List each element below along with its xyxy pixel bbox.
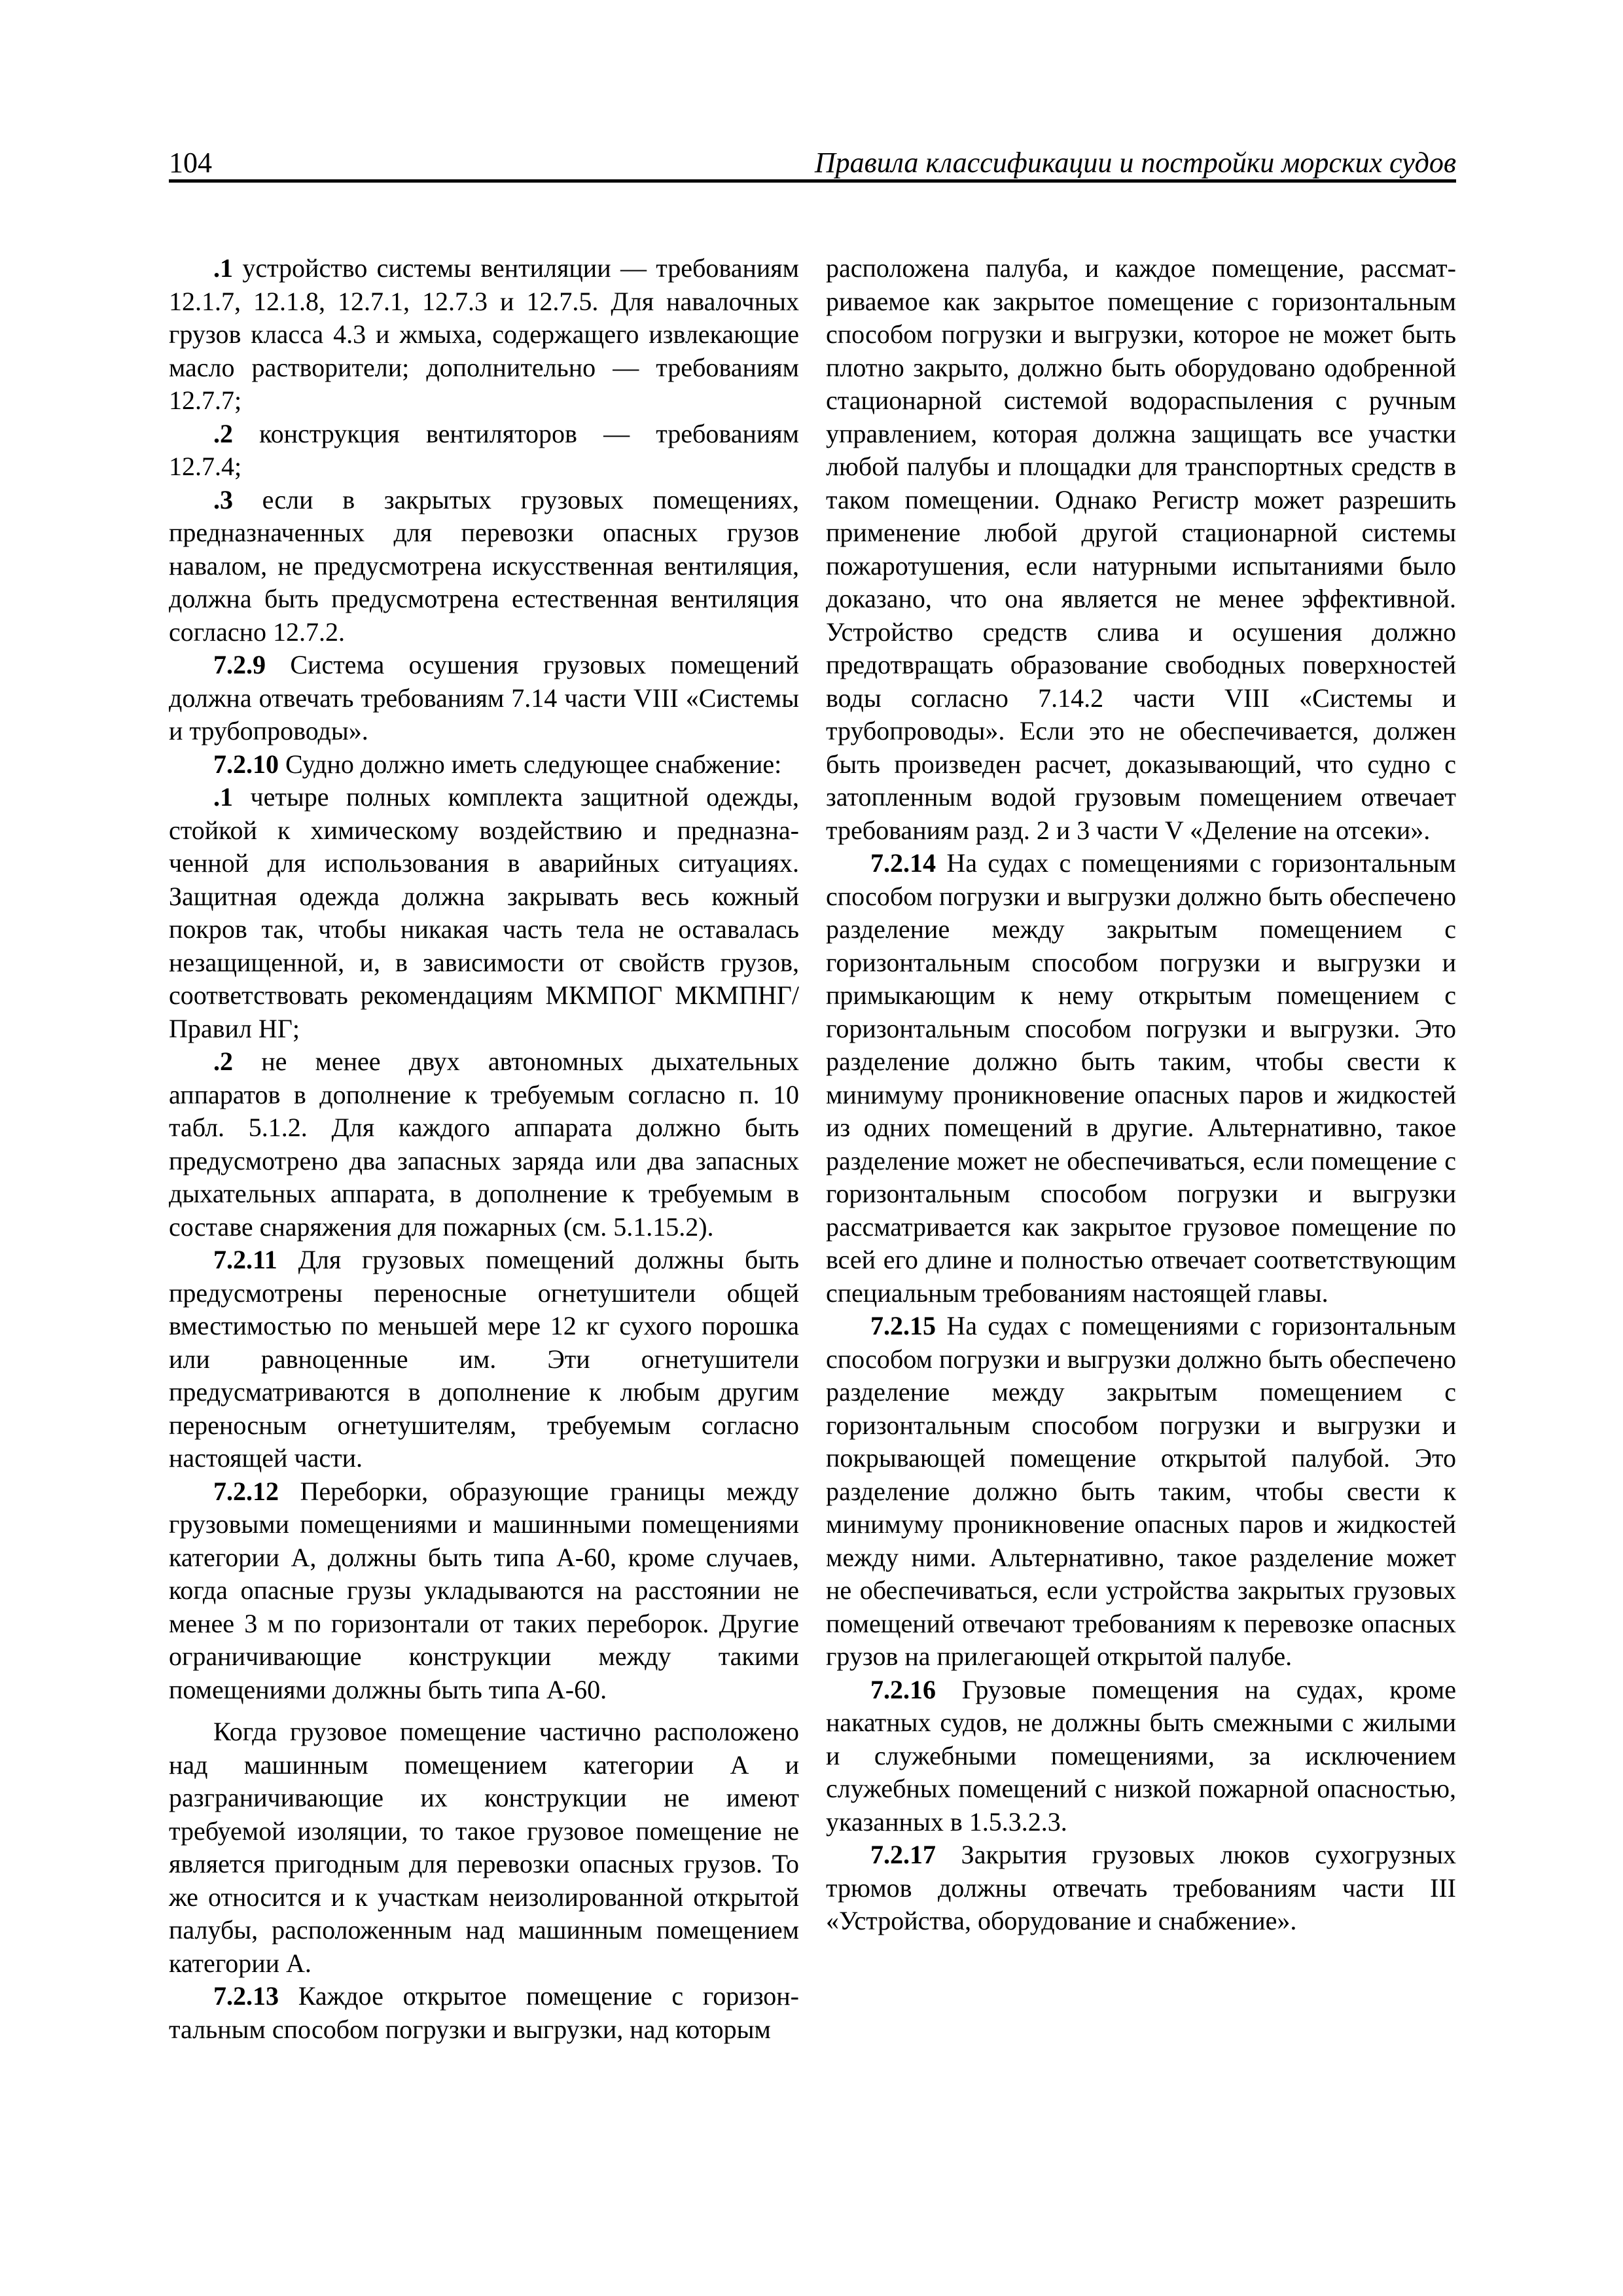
paragraph-text: На судах с помещениями с горизонтальным способом погрузки и выгрузки должно быть обеспечено разделение между закрытым помещением с горизонтальным способом погрузки и выгрузки и покрывающей помещение открытой палубой. Это разделение должно быть таким, чтобы свести к минимуму проникновение опасных паров и жидкостей между ними. Альтернативно, такое разделение может не обеспечиваться, если устройства закрытых грузовых помещений отвечают требованиям к перевозке опасных грузов на прилегающей открытой палубе.	[826, 1311, 1456, 1671]
page-number: 104	[169, 147, 212, 179]
paragraph-text: Когда грузовое помещение частично расположено над машинным помещением категории А и разграничивающие их конструкции не имеют требуемой изоляции, то такое грузовое помещение не является пригодным для перевозки опасных грузов. То же относится и к участкам неизолированной открытой палубы, расположенным над машинным помещением категории А.	[169, 1717, 799, 1978]
paragraph-text: Для грузовых помещений должны быть предусмотрены переносные огнетушители общей вместимостью по меньшей мере 12 кг сухого порошка или равноценные им. Эти огнетушители предусматриваются в дополнение к любым другим переносным огнетушителям, требуемым согласно настоящей части.	[169, 1245, 799, 1473]
paragraph	[169, 1980, 799, 2046]
paragraph-text: Система осушения грузовых помещений должна отвечать требованиям 7.14 части VIII «Системы и трубопроводы».	[169, 650, 799, 745]
paragraph-text: устройство системы вентиляции — требованиям 12.1.7, 12.1.8, 12.7.1, 12.7.3 и 12.7.5. Для навалочных грузов класса 4.3 и жмыха, содержащего извлекающие масло растворители; дополнительно — требованиям 12.7.7;	[169, 253, 799, 415]
paragraph-text: не менее двух автономных дыхательных аппаратов в дополнение к требуемым согласно п. 10 табл. 5.1.2. Для каждого аппарата должно быть предусмотрено два запасных заряда или два запасных дыхательных аппарата, в дополнение к требуемым в составе снаряжения для пожарных (см. 5.1.15.2).	[169, 1047, 799, 1242]
paragraph	[169, 1045, 799, 1244]
paragraph	[169, 252, 799, 418]
paragraph	[169, 1244, 799, 1475]
header-rule	[169, 179, 1456, 183]
paragraph	[169, 418, 799, 484]
paragraph-text: четыре полных комплекта защитной одежды, стойкой к химическому воздействию и предназначенной для использования в аварийных ситуациях. Защитная одежда должна закрывать весь кожный покров так, чтобы никакая часть тела не оставалась незащищенной, и, в зависимости от свойств грузов, соответствовать рекомендациям МКМПОГ МКМПНГ/Правил НГ;	[169, 782, 799, 1043]
paragraph	[826, 1674, 1456, 1839]
clause-number: 7.2.13	[213, 1981, 279, 2011]
clause-number: 7.2.16	[870, 1674, 936, 1704]
clause-number: .1	[213, 253, 233, 283]
paragraph-text: Грузовые помещения на судах, кроме накатных судов, не должны быть смежными с жилыми и служебными помещениями, за исключением служебных помещений с низкой пожарной опасностью, указанных в 1.5.3.2.3.	[826, 1674, 1456, 1837]
clause-number: .3	[213, 484, 233, 514]
clause-number: 7.2.15	[870, 1311, 936, 1340]
clause-number: 7.2.14	[870, 848, 936, 878]
paragraph-text: конструкция вентиляторов — требованиям 12.7.4;	[169, 418, 799, 481]
left-column	[169, 252, 799, 2046]
paragraph-text: Судно должно иметь следующее снабжение:	[279, 749, 782, 779]
page-header	[169, 145, 1456, 179]
paragraph	[826, 252, 1456, 847]
paragraph	[169, 748, 799, 781]
clause-number: .1	[213, 782, 233, 812]
clause-number: 7.2.11	[213, 1245, 277, 1274]
paragraph	[169, 1715, 799, 1980]
clause-number: 7.2.9	[213, 650, 266, 679]
paragraph-text: Переборки, образующие границы между грузовыми помещениями и машинными помещениями категории А, должны быть типа А-60, кроме случаев, когда опасные грузы укладываются на расстоянии не менее 3 м по горизонтали от таких переборок. Другие ограничивающие конструкции между такими помещениями должны быть типа А-60.	[169, 1476, 799, 1704]
paragraph	[826, 847, 1456, 1310]
clause-number: .2	[213, 418, 233, 448]
running-title: Правила классификации и постройки морских судов	[814, 147, 1456, 179]
paragraph	[169, 484, 799, 649]
paragraph-text: если в закрытых грузовых помещениях, предназначенных для перевозки опасных грузов навалом, не предусмотрена искусственная вентиляция, должна быть предусмотрена естественная вентиляция согласно 12.7.2.	[169, 484, 799, 647]
right-column	[826, 252, 1456, 1938]
clause-number: 7.2.12	[213, 1476, 279, 1506]
clause-number: .2	[213, 1047, 233, 1076]
paragraph	[169, 781, 799, 1045]
paragraph-text: Каждое открытое помещение с горизонтальным способом погрузки и выгрузки, над которым	[169, 1981, 799, 2044]
paragraph-text: Закрытия грузовых люков сухогрузных трюмов должны отвечать требованиям части III «Устройства, оборудование и снабжение».	[826, 1840, 1456, 1935]
paragraph	[169, 1475, 799, 1707]
clause-number: 7.2.10	[213, 749, 279, 779]
paragraph-text: На судах с помещениями с горизонтальным способом погрузки и выгрузки должно быть обеспечено разделение между закрытым помещением с горизонтальным способом погрузки и выгрузки и примыкающим к нему открытым помещением с горизонтальным способом погрузки и выгрузки. Это разделение должно быть таким, чтобы свести к минимуму проникновение опасных паров и жидкостей из одних помещений в другие. Альтернативно, такое разделение может не обеспечиваться, если помещение с горизонтальным способом погрузки и выгрузки рассматривается как закрытое грузовое помещение по всей его длине и полностью отвечает соответствующим специальным требованиям настоящей главы.	[826, 848, 1456, 1308]
paragraph	[826, 1839, 1456, 1938]
paragraph	[169, 649, 799, 748]
paragraph	[826, 1310, 1456, 1674]
paragraph-text: расположена палуба, и каждое помещение, рассматриваемое как закрытое помещение с горизонтальным способом погрузки и выгрузки, которое не может быть плотно закрыто, должно быть оборудовано одобренной стационарной системой водораспыления с ручным управлением, которая должна защищать все участки любой палубы и площадки для транспортных средств в таком помещении. Однако Регистр может разрешить применение любой другой стационарной системы пожаротушения, если натурными испытаниями было доказано, что она является не менее эффективной. Устройство средств слива и осушения должно предотвращать образование свободных поверхностей воды согласно 7.14.2 части VIII «Системы и трубопроводы». Если это не обеспечивается, должен быть произведен расчет, доказывающий, что судно с затопленным водой грузовым помещением отвечает требованиям разд. 2 и 3 части V «Деление на отсеки».	[826, 253, 1456, 845]
clause-number: 7.2.17	[870, 1840, 936, 1869]
